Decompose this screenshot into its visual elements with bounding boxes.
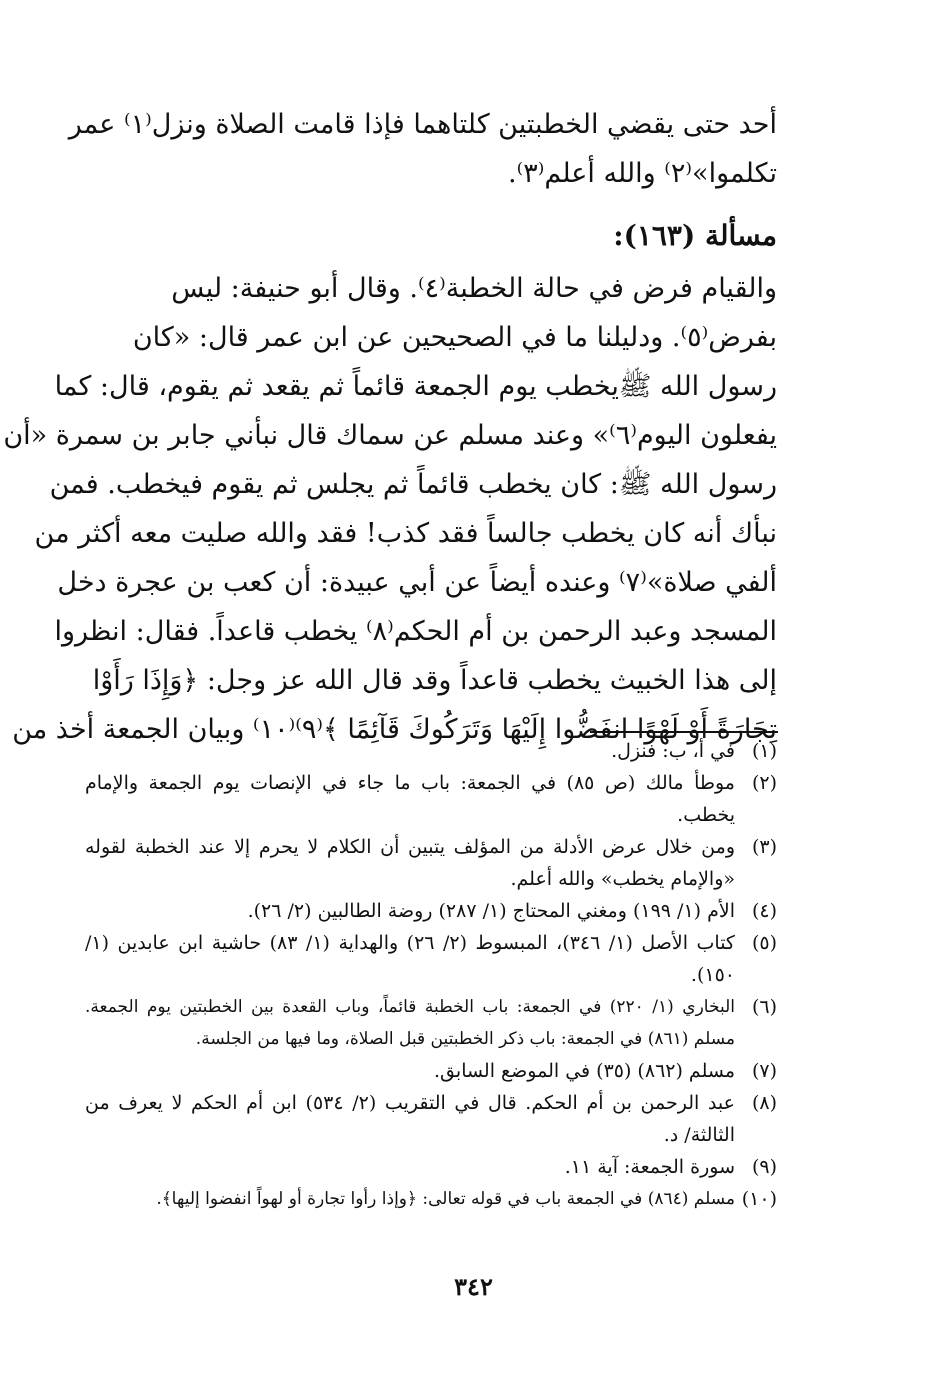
- footnote-number: (٣): [751, 836, 777, 858]
- footnote-number: (١٠): [741, 1188, 777, 1210]
- footnote-text: كتاب الأصل (١/ ٣٤٦)، المبسوط (٢/ ٢٦) والهداية (١/ ٨٣) حاشية ابن عابدين (١/ ١٥٠).: [85, 932, 735, 986]
- body-line: أحد حتى يقضي الخطبتين كلتاهما فإذا قامت الصلاة ونزل⁽١⁾ عمر: [68, 109, 777, 140]
- section-heading: مسألة (١٦٣):: [613, 219, 777, 252]
- footnote: [85, 1055, 777, 1087]
- footnote-text: البخاري (١/ ٢٢٠) في الجمعة: باب الخطبة قائماً، وباب القعدة بين الخطبتين يوم الجمعة. مسلم (٨٦١) في الجمعة: باب ذكر الخطبتين قبل الصلاة، وما فيها من الجلسة.: [85, 997, 735, 1049]
- body-line: تكلموا»⁽٢⁾ والله أعلم⁽٣⁾.: [508, 158, 777, 189]
- footnote-number: (٨): [751, 1092, 777, 1114]
- main-text: [3, 100, 777, 754]
- body-line: ألفي صلاة»⁽٧⁾ وعنده أيضاً عن أبي عبيدة: أن كعب بن عجرة دخل: [57, 567, 777, 598]
- footnote: [85, 831, 777, 895]
- body-line: رسول الله ﷺ: كان يخطب قائماً ثم يجلس ثم يقوم فيخطب. فمن: [49, 469, 777, 500]
- footnote-text: في أ، ب: فنزل.: [611, 740, 735, 762]
- footnotes: [85, 735, 777, 1215]
- footnote: [85, 1151, 777, 1183]
- footnote: [85, 735, 777, 767]
- footnote-number: (١): [751, 740, 777, 762]
- footnote-text: مسلم (٨٦٤) في الجمعة باب في قوله تعالى: ﴿وإذا رأوا تجارة أو لهواً انفضوا إليها﴾.: [156, 1189, 735, 1209]
- footnote-number: (٦): [751, 996, 777, 1018]
- footnote-text: سورة الجمعة: آية ١١.: [564, 1156, 735, 1178]
- footnote-divider: [590, 731, 778, 733]
- footnote: [85, 927, 777, 991]
- footnote-number: (٢): [751, 772, 777, 794]
- page-number: ٣٤٢: [454, 1272, 493, 1301]
- footnote: [85, 1087, 777, 1151]
- footnote: [85, 767, 777, 831]
- body-line: إلى هذا الخبيث يخطب قاعداً وقد قال الله عز وجل: ﴿وَإِذَا رَأَوْا: [92, 665, 777, 696]
- footnote-number: (٤): [751, 900, 777, 922]
- footnote-number: (٥): [751, 932, 777, 954]
- footnote-text: موطأ مالك (ص ٨٥) في الجمعة: باب ما جاء في الإنصات يوم الجمعة والإمام يخطب.: [85, 772, 735, 826]
- footnote: [85, 895, 777, 927]
- body-line: المسجد وعبد الرحمن بن أم الحكم⁽٨⁾ يخطب قاعداً. فقال: انظروا: [54, 616, 777, 647]
- footnote: [85, 1183, 777, 1215]
- footnote-text: الأم (١/ ١٩٩) ومغني المحتاج (١/ ٢٨٧) روضة الطالبين (٢/ ٢٦).: [247, 900, 735, 922]
- body-line: يفعلون اليوم⁽٦⁾» وعند مسلم عن سماك قال نبأني جابر بن سمرة «أن: [3, 420, 777, 451]
- footnote: [85, 991, 777, 1055]
- body-line: والقيام فرض في حالة الخطبة⁽٤⁾. وقال أبو حنيفة: ليس: [171, 273, 777, 304]
- body-line: رسول الله ﷺيخطب يوم الجمعة قائماً ثم يقعد ثم يقوم، قال: كما: [54, 371, 777, 402]
- footnote-text: ومن خلال عرض الأدلة من المؤلف يتبين أن الكلام لا يحرم إلا عند الخطبة لقوله «والإمام يخطب» والله أعلم.: [85, 836, 735, 890]
- footnote-text: عبد الرحمن بن أم الحكم. قال في التقريب (٢/ ٥٣٤) ابن أم الحكم لا يعرف من الثالثة/ د.: [85, 1092, 735, 1146]
- body-line: بفرض⁽٥⁾. ودليلنا ما في الصحيحين عن ابن عمر قال: «كان: [132, 322, 777, 353]
- footnote-number: (٩): [751, 1156, 777, 1178]
- body-line: تِجَارَةً أَوْ لَهْوًا انفَضُّوا إِلَيْهَا وَتَرَكُوكَ قَآئِمًا ﴾⁽٩⁾⁽١٠⁾ وبيان الجمعة أخذ من: [12, 714, 777, 745]
- footnote-number: (٧): [751, 1060, 777, 1082]
- footnote-text: مسلم (٨٦٢) (٣٥) في الموضع السابق.: [434, 1060, 735, 1082]
- body-line: نبأك أنه كان يخطب جالساً فقد كذب! فقد والله صليت معه أكثر من: [34, 518, 777, 549]
